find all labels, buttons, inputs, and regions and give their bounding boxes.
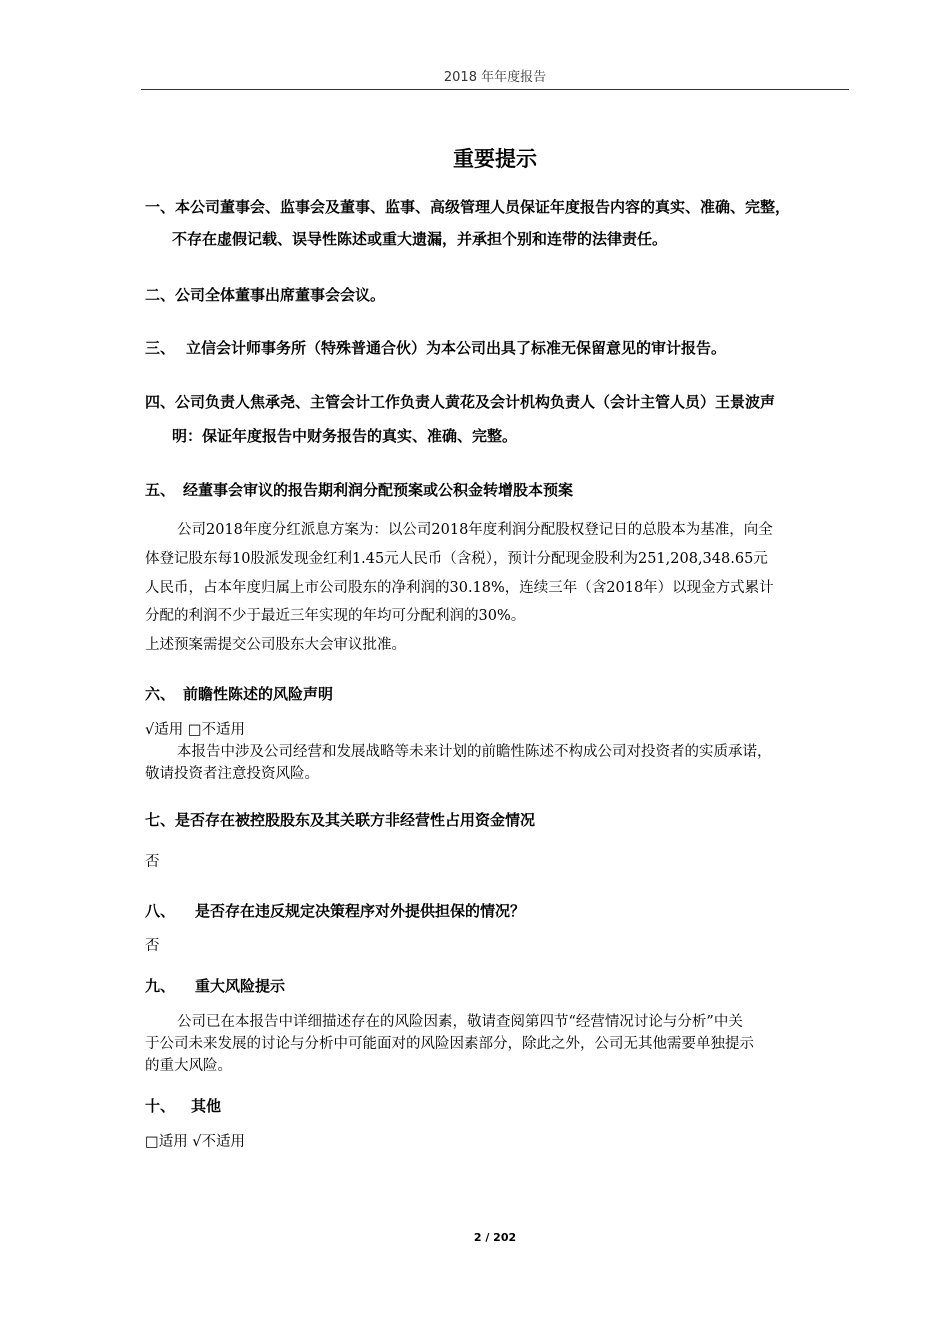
section-2-number: 二、 <box>145 286 176 304</box>
section-5-paragraph-line-3: 人民币，占本年度归属上市公司股东的净利润的30.18%，连续三年（含2018年）以现金方式累计 <box>145 580 774 596</box>
section-4-line-1: 公司负责人焦承尧、主管会计工作负责人黄花及会计机构负责人（会计主管人员）王景波声 <box>175 393 776 411</box>
section-8-answer: 否 <box>145 938 160 954</box>
section-6-paragraph-line-1: 本报告中涉及公司经营和发展战略等未来计划的前瞻性陈述不构成公司对投资者的实质承诺， <box>177 744 772 760</box>
section-10-applicability: □适用 √不适用 <box>145 1134 246 1150</box>
section-6-applicability: √适用 □不适用 <box>145 722 246 738</box>
section-7-heading <box>145 803 535 837</box>
section-2-text: 公司全体董事出席董事会会议。 <box>175 286 386 304</box>
section-1-heading <box>145 190 790 224</box>
section-5-paragraph-line-1: 公司2018年度分红派息方案为：以公司2018年度利润分配股权登记日的总股本为基准，向全 <box>177 522 773 538</box>
section-5-paragraph-line-4: 分配的利润不少于最近三年实现的年均可分配利润的30%。 <box>145 608 526 624</box>
section-9-paragraph-line-3: 的重大风险。 <box>145 1058 232 1074</box>
section-2-heading <box>145 278 385 312</box>
section-5-note: 上述预案需提交公司股东大会审议批准。 <box>145 637 406 653</box>
section-9-heading <box>145 969 285 1003</box>
section-5-number: 五、 <box>145 481 176 499</box>
section-3-text: 立信会计师事务所（特殊普通合伙）为本公司出具了标准无保留意见的审计报告。 <box>186 339 727 357</box>
section-10-heading <box>145 1089 221 1123</box>
section-3-number: 三、 <box>145 339 176 357</box>
section-8-heading <box>145 894 525 928</box>
section-6-heading <box>145 677 333 711</box>
page-title: 重要提示 <box>453 147 537 171</box>
section-7-answer: 否 <box>145 854 160 870</box>
section-3-heading <box>145 331 726 365</box>
section-1-line-2: 不存在虚假记载、误导性陈述或重大遗漏，并承担个别和连带的法律责任。 <box>172 230 668 248</box>
page-header: 2018 年年度报告 <box>443 70 547 85</box>
section-9-number: 九、 <box>145 977 176 995</box>
section-4-line-2: 明：保证年度报告中财务报告的真实、准确、完整。 <box>172 427 518 445</box>
section-9-paragraph-line-1: 公司已在本报告中详细描述存在的风险因素，敬请查阅第四节“经营情况讨论与分析”中关 <box>177 1014 743 1030</box>
section-6-text: 前瞻性陈述的风险声明 <box>183 685 334 703</box>
section-6-paragraph-line-2: 敬请投资者注意投资风险。 <box>145 766 319 782</box>
section-7-text: 是否存在被控股股东及其关联方非经营性占用资金情况 <box>175 811 536 829</box>
header-divider <box>141 89 849 90</box>
section-1-line-1: 本公司董事会、监事会及董事、监事、高级管理人员保证年度报告内容的真实、准确、完整， <box>175 198 791 216</box>
section-5-paragraph-line-2: 体登记股东每10股派发现金红利1.45元人民币（含税），预计分配现金股利为251,208,348.65元 <box>145 551 768 567</box>
section-8-number: 八、 <box>145 902 176 920</box>
section-6-number: 六、 <box>145 685 176 703</box>
page-number: 2 / 202 <box>473 1231 517 1244</box>
section-5-text: 经董事会审议的报告期利润分配预案或公积金转增股本预案 <box>183 481 574 499</box>
section-4-heading <box>145 385 775 419</box>
section-9-paragraph-line-2: 于公司未来发展的讨论与分析中可能面对的风险因素部分，除此之外，公司无其他需要单独提示 <box>145 1036 754 1052</box>
section-4-number: 四、 <box>145 393 176 411</box>
section-10-text: 其他 <box>191 1097 222 1115</box>
section-9-text: 重大风险提示 <box>195 977 286 995</box>
section-7-number: 七、 <box>145 811 176 829</box>
section-5-heading <box>145 473 573 507</box>
section-8-text: 是否存在违反规定决策程序对外提供担保的情况？ <box>195 902 526 920</box>
section-10-number: 十、 <box>145 1097 176 1115</box>
section-1-number: 一、 <box>145 198 176 216</box>
